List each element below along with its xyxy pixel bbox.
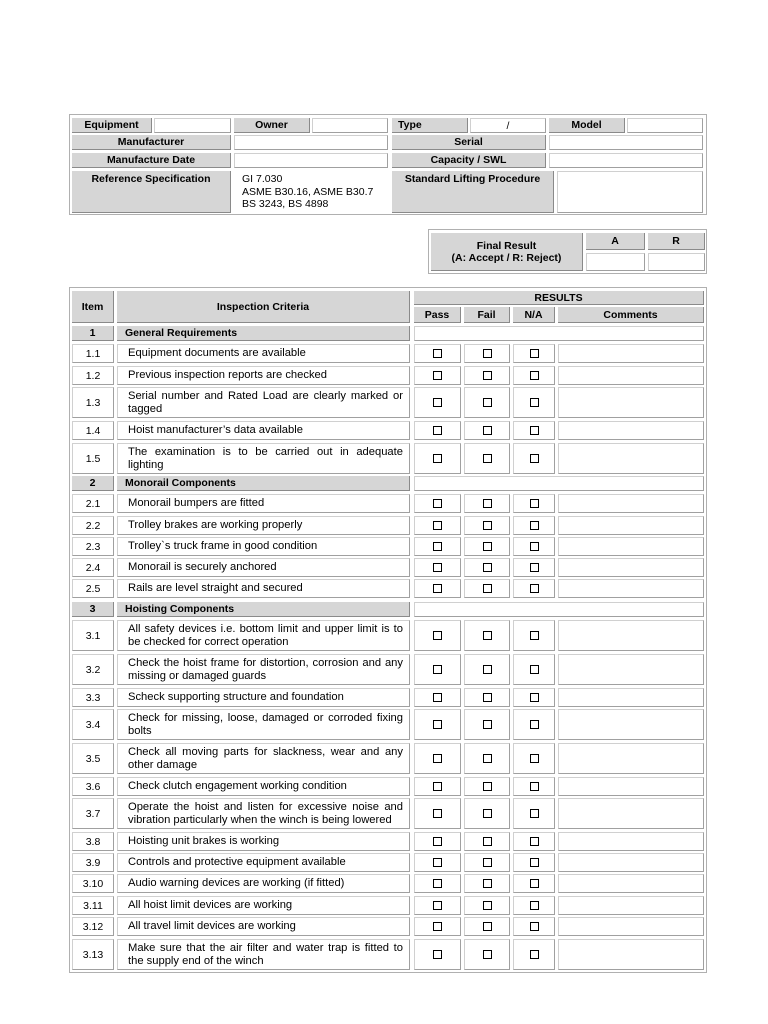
fail-header-text: Fail xyxy=(477,308,496,321)
reference-spec-values xyxy=(234,171,388,213)
comments-field[interactable] xyxy=(558,654,704,685)
model-field[interactable] xyxy=(627,118,703,133)
fail-checkbox[interactable] xyxy=(483,542,492,551)
pass-checkbox-cell xyxy=(414,654,461,685)
pass-checkbox[interactable] xyxy=(433,542,442,551)
final-result-reject-field[interactable] xyxy=(648,253,705,271)
pass-checkbox-cell xyxy=(414,579,461,598)
pass-checkbox[interactable] xyxy=(433,631,442,640)
pass-checkbox[interactable] xyxy=(433,426,442,435)
pass-checkbox[interactable] xyxy=(433,879,442,888)
comments-header-text: Comments xyxy=(603,308,658,321)
na-checkbox-cell xyxy=(513,494,555,513)
na-checkbox-cell xyxy=(513,344,555,363)
comments-field[interactable] xyxy=(558,579,704,598)
comments-field[interactable] xyxy=(558,853,704,872)
type-label xyxy=(392,118,468,133)
equipment-label-text: Equipment xyxy=(84,119,139,131)
fail-checkbox-cell xyxy=(464,939,510,970)
na-checkbox-cell xyxy=(513,366,555,385)
item-number: 3.4 xyxy=(72,709,114,740)
criteria-text: Make sure that the air filter and water trap is fitted to the supply end of the winch xyxy=(117,939,410,970)
criteria-text: The examination is to be carried out in adequate lighting xyxy=(117,443,410,474)
fail-checkbox[interactable] xyxy=(483,454,492,463)
pass-checkbox[interactable] xyxy=(433,754,442,763)
fail-checkbox[interactable] xyxy=(483,901,492,910)
fail-checkbox-cell xyxy=(464,853,510,872)
na-checkbox[interactable] xyxy=(530,950,539,959)
criteria-text: Monorail bumpers are fitted xyxy=(117,494,410,513)
final-result-accept-header xyxy=(586,233,645,250)
fail-checkbox[interactable] xyxy=(483,782,492,791)
item-number: 3.3 xyxy=(72,688,114,707)
model-label xyxy=(549,118,625,133)
na-checkbox[interactable] xyxy=(530,809,539,818)
na-checkbox[interactable] xyxy=(530,879,539,888)
criteria-text: Check all moving parts for slackness, wear and any other damage xyxy=(117,743,410,774)
fail-checkbox[interactable] xyxy=(483,499,492,508)
item-number: 1.2 xyxy=(72,366,114,385)
pass-checkbox-cell xyxy=(414,777,461,796)
reference-spec-label xyxy=(72,171,231,213)
pass-checkbox[interactable] xyxy=(433,349,442,358)
fail-checkbox[interactable] xyxy=(483,426,492,435)
criteria-text: All safety devices i.e. bottom limit and upper limit is to be checked for correct operation xyxy=(117,620,410,651)
criteria-text: Monorail is securely anchored xyxy=(117,558,410,577)
fail-checkbox[interactable] xyxy=(483,922,492,931)
fail-checkbox-cell xyxy=(464,777,510,796)
item-header-text: Item xyxy=(81,300,104,313)
na-checkbox-cell xyxy=(513,421,555,440)
pass-checkbox-cell xyxy=(414,366,461,385)
comments-field[interactable] xyxy=(558,558,704,577)
pass-checkbox[interactable] xyxy=(433,809,442,818)
na-checkbox-cell xyxy=(513,558,555,577)
criteria-text: Check for missing, loose, damaged or corroded fixing bolts xyxy=(117,709,410,740)
item-number: 2.3 xyxy=(72,537,114,556)
na-checkbox[interactable] xyxy=(530,542,539,551)
comments-field[interactable] xyxy=(558,537,704,556)
pass-checkbox-cell xyxy=(414,896,461,915)
pass-checkbox[interactable] xyxy=(433,950,442,959)
pass-checkbox[interactable] xyxy=(433,922,442,931)
fail-checkbox[interactable] xyxy=(483,809,492,818)
comments-field[interactable] xyxy=(558,688,704,707)
manufacture-date-label-text: Manufacture Date xyxy=(106,154,196,166)
pass-checkbox-cell xyxy=(414,558,461,577)
na-checkbox[interactable] xyxy=(530,499,539,508)
criteria-text: Trolley`s truck frame in good condition xyxy=(117,537,410,556)
item-number: 2.2 xyxy=(72,516,114,535)
pass-checkbox-cell xyxy=(414,853,461,872)
pass-checkbox-cell xyxy=(414,939,461,970)
na-header xyxy=(513,307,555,323)
serial-label-text: Serial xyxy=(454,136,483,148)
comments-field[interactable] xyxy=(558,743,704,774)
pass-header-text: Pass xyxy=(424,308,450,321)
accept-header-text: A xyxy=(611,235,619,247)
na-checkbox-cell xyxy=(513,896,555,915)
na-checkbox[interactable] xyxy=(530,349,539,358)
fail-checkbox-cell xyxy=(464,366,510,385)
section-number: 1 xyxy=(72,326,114,341)
fail-checkbox[interactable] xyxy=(483,858,492,867)
manufacture-date-field[interactable] xyxy=(234,153,388,168)
final-result-legend: (A: Accept / R: Reject) xyxy=(451,251,562,264)
pass-checkbox-cell xyxy=(414,874,461,893)
fail-checkbox[interactable] xyxy=(483,837,492,846)
item-number: 3.6 xyxy=(72,777,114,796)
item-number: 3.8 xyxy=(72,832,114,851)
item-number: 3.2 xyxy=(72,654,114,685)
item-number: 1.3 xyxy=(72,387,114,418)
fail-checkbox[interactable] xyxy=(483,693,492,702)
na-checkbox-cell xyxy=(513,832,555,851)
pass-checkbox[interactable] xyxy=(433,521,442,530)
serial-label xyxy=(392,135,546,150)
fail-checkbox-cell xyxy=(464,688,510,707)
na-checkbox-cell xyxy=(513,853,555,872)
na-header-text: N/A xyxy=(524,308,543,321)
comments-field[interactable] xyxy=(558,494,704,513)
fail-checkbox[interactable] xyxy=(483,754,492,763)
criteria-text: Hoisting unit brakes is working xyxy=(117,832,410,851)
final-result-title: Final Result xyxy=(476,239,537,252)
na-checkbox-cell xyxy=(513,579,555,598)
fail-checkbox[interactable] xyxy=(483,349,492,358)
criteria-text: Operate the hoist and listen for excessive noise and vibration particularly when the winch is being lowered xyxy=(117,798,410,829)
pass-checkbox[interactable] xyxy=(433,371,442,380)
section-results-blank xyxy=(414,326,704,341)
reference-spec-label-text: Reference Specification xyxy=(91,173,211,185)
fail-checkbox-cell xyxy=(464,743,510,774)
fail-checkbox-cell xyxy=(464,798,510,829)
type-value: / xyxy=(506,119,510,132)
na-checkbox-cell xyxy=(513,777,555,796)
comments-field[interactable] xyxy=(558,777,704,796)
final-result-accept-field[interactable] xyxy=(586,253,645,271)
criteria-text: Audio warning devices are working (if fitted) xyxy=(117,874,410,893)
criteria-text: Check clutch engagement working condition xyxy=(117,777,410,796)
section-number: 2 xyxy=(72,476,114,491)
results-header-text: RESULTS xyxy=(534,291,583,304)
na-checkbox[interactable] xyxy=(530,584,539,593)
fail-checkbox-cell xyxy=(464,709,510,740)
comments-field[interactable] xyxy=(558,939,704,970)
criteria-text: Check the hoist frame for distortion, corrosion and any missing or damaged guards xyxy=(117,654,410,685)
fail-header xyxy=(464,307,510,323)
fail-checkbox-cell xyxy=(464,579,510,598)
pass-checkbox[interactable] xyxy=(433,398,442,407)
criteria-text: Previous inspection reports are checked xyxy=(117,366,410,385)
fail-checkbox[interactable] xyxy=(483,371,492,380)
reference-spec-line: BS 3243, BS 4898 xyxy=(242,198,329,210)
comments-field[interactable] xyxy=(558,516,704,535)
fail-checkbox-cell xyxy=(464,874,510,893)
owner-field[interactable] xyxy=(312,118,388,133)
comments-field[interactable] xyxy=(558,443,704,474)
fail-checkbox-cell xyxy=(464,917,510,936)
pass-checkbox[interactable] xyxy=(433,782,442,791)
item-number: 3.13 xyxy=(72,939,114,970)
final-result-label xyxy=(431,233,583,271)
model-label-text: Model xyxy=(571,119,602,131)
fail-checkbox[interactable] xyxy=(483,631,492,640)
item-number: 3.12 xyxy=(72,917,114,936)
reference-spec-line: ASME B30.16, ASME B30.7 xyxy=(242,185,374,198)
manufacturer-field[interactable] xyxy=(234,135,388,150)
na-checkbox[interactable] xyxy=(530,754,539,763)
na-checkbox[interactable] xyxy=(530,837,539,846)
final-result-reject-header xyxy=(648,233,705,250)
pass-checkbox-cell xyxy=(414,709,461,740)
pass-checkbox-cell xyxy=(414,494,461,513)
criteria-text: All hoist limit devices are working xyxy=(117,896,410,915)
pass-checkbox-cell xyxy=(414,537,461,556)
manufacturer-label-text: Manufacturer xyxy=(117,136,185,148)
capacity-label xyxy=(392,153,546,168)
na-checkbox-cell xyxy=(513,537,555,556)
section-results-blank xyxy=(414,476,704,491)
criteria-text: Hoist manufacturer’s data available xyxy=(117,421,410,440)
na-checkbox[interactable] xyxy=(530,631,539,640)
pass-checkbox[interactable] xyxy=(433,499,442,508)
comments-field[interactable] xyxy=(558,709,704,740)
pass-header xyxy=(414,307,461,323)
item-number: 1.4 xyxy=(72,421,114,440)
fail-checkbox-cell xyxy=(464,344,510,363)
na-checkbox[interactable] xyxy=(530,782,539,791)
fail-checkbox-cell xyxy=(464,537,510,556)
section-results-blank xyxy=(414,602,704,617)
item-number: 3.7 xyxy=(72,798,114,829)
na-checkbox-cell xyxy=(513,939,555,970)
item-number: 2.5 xyxy=(72,579,114,598)
fail-checkbox[interactable] xyxy=(483,720,492,729)
reject-header-text: R xyxy=(672,235,680,247)
na-checkbox-cell xyxy=(513,387,555,418)
pass-checkbox[interactable] xyxy=(433,584,442,593)
reference-spec-line: GI 7.030 xyxy=(242,173,283,185)
fail-checkbox[interactable] xyxy=(483,879,492,888)
section-title: General Requirements xyxy=(117,326,410,341)
na-checkbox-cell xyxy=(513,443,555,474)
comments-field[interactable] xyxy=(558,896,704,915)
criteria-text: Serial number and Rated Load are clearly marked or tagged xyxy=(117,387,410,418)
manufacture-date-label xyxy=(72,153,231,168)
serial-field[interactable] xyxy=(549,135,703,150)
pass-checkbox[interactable] xyxy=(433,693,442,702)
type-label-text: Type xyxy=(398,119,422,131)
item-number: 3.10 xyxy=(72,874,114,893)
capacity-field[interactable] xyxy=(549,153,703,168)
na-checkbox[interactable] xyxy=(530,563,539,572)
pass-checkbox[interactable] xyxy=(433,720,442,729)
fail-checkbox-cell xyxy=(464,516,510,535)
pass-checkbox-cell xyxy=(414,832,461,851)
comments-field[interactable] xyxy=(558,344,704,363)
fail-checkbox-cell xyxy=(464,896,510,915)
na-checkbox[interactable] xyxy=(530,922,539,931)
item-number: 3.9 xyxy=(72,853,114,872)
equipment-label xyxy=(72,118,152,133)
na-checkbox[interactable] xyxy=(530,693,539,702)
comments-field[interactable] xyxy=(558,874,704,893)
na-checkbox-cell xyxy=(513,917,555,936)
criteria-header-text: Inspection Criteria xyxy=(216,300,310,313)
fail-checkbox[interactable] xyxy=(483,950,492,959)
owner-label-text: Owner xyxy=(255,119,288,131)
item-number: 3.1 xyxy=(72,620,114,651)
criteria-text: Rails are level straight and secured xyxy=(117,579,410,598)
criteria-text: Trolley brakes are working properly xyxy=(117,516,410,535)
section-title: Monorail Components xyxy=(117,476,410,491)
pass-checkbox-cell xyxy=(414,798,461,829)
fail-checkbox-cell xyxy=(464,443,510,474)
pass-checkbox[interactable] xyxy=(433,858,442,867)
item-number: 3.11 xyxy=(72,896,114,915)
criteria-text: Equipment documents are available xyxy=(117,344,410,363)
fail-checkbox-cell xyxy=(464,387,510,418)
comments-field[interactable] xyxy=(558,798,704,829)
pass-checkbox[interactable] xyxy=(433,454,442,463)
section-title: Hoisting Components xyxy=(117,602,410,617)
lifting-procedure-label-text: Standard Lifting Procedure xyxy=(404,173,541,185)
comments-field[interactable] xyxy=(558,917,704,936)
pass-checkbox[interactable] xyxy=(433,665,442,674)
manufacturer-label xyxy=(72,135,231,150)
na-checkbox[interactable] xyxy=(530,901,539,910)
comments-field[interactable] xyxy=(558,421,704,440)
results-header xyxy=(414,291,704,305)
item-number: 3.5 xyxy=(72,743,114,774)
fail-checkbox-cell xyxy=(464,558,510,577)
na-checkbox-cell xyxy=(513,874,555,893)
pass-checkbox[interactable] xyxy=(433,901,442,910)
pass-checkbox-cell xyxy=(414,516,461,535)
pass-checkbox-cell xyxy=(414,688,461,707)
pass-checkbox-cell xyxy=(414,443,461,474)
na-checkbox-cell xyxy=(513,654,555,685)
na-checkbox[interactable] xyxy=(530,665,539,674)
na-checkbox[interactable] xyxy=(530,720,539,729)
capacity-label-text: Capacity / SWL xyxy=(430,154,507,166)
na-checkbox[interactable] xyxy=(530,521,539,530)
na-checkbox[interactable] xyxy=(530,858,539,867)
item-number: 1.1 xyxy=(72,344,114,363)
fail-checkbox[interactable] xyxy=(483,521,492,530)
comments-field[interactable] xyxy=(558,366,704,385)
fail-checkbox-cell xyxy=(464,421,510,440)
pass-checkbox-cell xyxy=(414,917,461,936)
equipment-field[interactable] xyxy=(154,118,231,133)
section-number: 3 xyxy=(72,602,114,617)
na-checkbox[interactable] xyxy=(530,371,539,380)
item-number: 1.5 xyxy=(72,443,114,474)
item-number: 2.4 xyxy=(72,558,114,577)
item-header xyxy=(72,291,114,323)
na-checkbox[interactable] xyxy=(530,426,539,435)
comments-field[interactable] xyxy=(558,387,704,418)
na-checkbox-cell xyxy=(513,620,555,651)
pass-checkbox-cell xyxy=(414,387,461,418)
fail-checkbox-cell xyxy=(464,654,510,685)
fail-checkbox-cell xyxy=(464,620,510,651)
fail-checkbox-cell xyxy=(464,494,510,513)
owner-label xyxy=(234,118,310,133)
pass-checkbox-cell xyxy=(414,620,461,651)
type-field[interactable] xyxy=(470,118,546,133)
pass-checkbox-cell xyxy=(414,743,461,774)
pass-checkbox[interactable] xyxy=(433,563,442,572)
lifting-procedure-field[interactable] xyxy=(557,171,703,213)
na-checkbox-cell xyxy=(513,709,555,740)
na-checkbox-cell xyxy=(513,743,555,774)
lifting-procedure-label xyxy=(392,171,554,213)
pass-checkbox-cell xyxy=(414,344,461,363)
comments-field[interactable] xyxy=(558,832,704,851)
fail-checkbox[interactable] xyxy=(483,398,492,407)
fail-checkbox[interactable] xyxy=(483,584,492,593)
criteria-text: All travel limit devices are working xyxy=(117,917,410,936)
pass-checkbox-cell xyxy=(414,421,461,440)
fail-checkbox[interactable] xyxy=(483,563,492,572)
na-checkbox-cell xyxy=(513,798,555,829)
criteria-text: Controls and protective equipment available xyxy=(117,853,410,872)
criteria-text: Scheck supporting structure and foundation xyxy=(117,688,410,707)
pass-checkbox[interactable] xyxy=(433,837,442,846)
comments-header xyxy=(558,307,704,323)
comments-field[interactable] xyxy=(558,620,704,651)
na-checkbox-cell xyxy=(513,688,555,707)
fail-checkbox-cell xyxy=(464,832,510,851)
na-checkbox-cell xyxy=(513,516,555,535)
na-checkbox[interactable] xyxy=(530,454,539,463)
fail-checkbox[interactable] xyxy=(483,665,492,674)
na-checkbox[interactable] xyxy=(530,398,539,407)
item-number: 2.1 xyxy=(72,494,114,513)
criteria-header xyxy=(117,291,410,323)
